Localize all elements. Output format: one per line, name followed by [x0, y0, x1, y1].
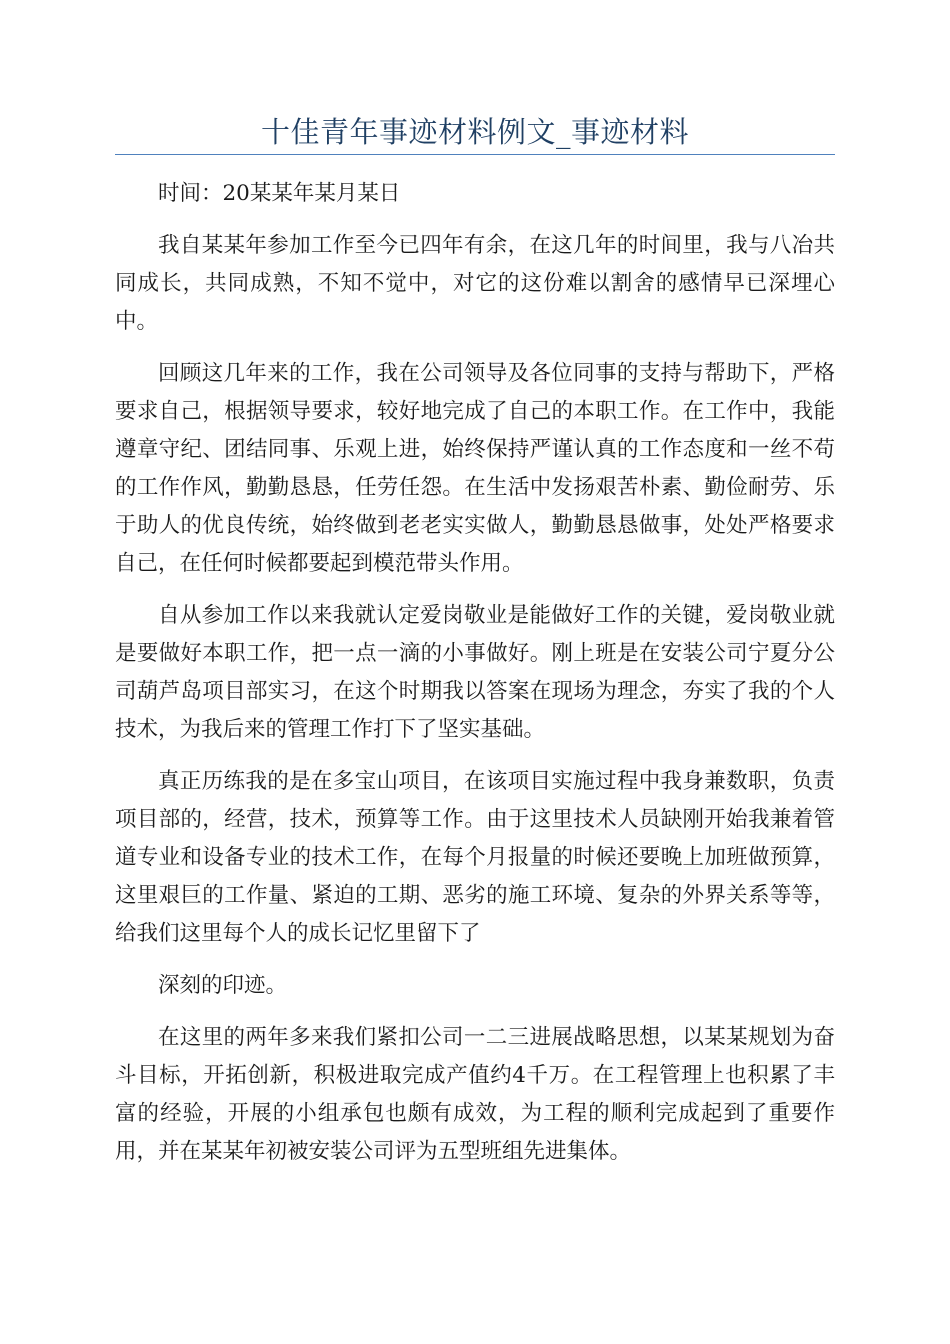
paragraph: 在这里的两年多来我们紧扣公司一二三进展战略思想，以某某规划为奋斗目标，开拓创新，积极进取完成产值约4千万。在工程管理上也积累了丰富的经验，开展的小组承包也颇有成效，为工程的顺利完成起到了重要作用，并在某某年初被安装公司评为五型班组先进集体。 [115, 1025, 835, 1164]
title-underline [115, 154, 835, 155]
paragraph: 深刻的印迹。 [158, 973, 288, 998]
paragraph: 回顾这几年来的工作，我在公司领导及各位同事的支持与帮助下，严格要求自己，根据领导要求，较好地完成了自己的本职工作。在工作中，我能遵章守纪、团结同事、乐观上进，始终保持严谨认真的工作态度和一丝不苟的工作作风，勤勤恳恳，任劳任怨。在生活中发扬艰苦朴素、勤俭耐劳、乐于助人的优良传统，始终做到老老实实做人，勤勤恳恳做事，处处严格要求自己，在任何时候都要起到模范带头作用。 [115, 361, 835, 576]
paragraph: 我自某某年参加工作至今已四年有余，在这几年的时间里，我与八冶共同成长，共同成熟，不知不觉中，对它的这份难以割舍的感情早已深埋心中。 [115, 233, 835, 334]
document-body [115, 175, 835, 1185]
paragraph: 自从参加工作以来我就认定爱岗敬业是能做好工作的关键，爱岗敬业就是要做好本职工作，把一点一滴的小事做好。刚上班是在安装公司宁夏分公司葫芦岛项目部实习，在这个时期我以答案在现场为理念，夯实了我的个人技术，为我后来的管理工作打下了坚实基础。 [115, 603, 835, 742]
paragraph: 真正历练我的是在多宝山项目，在该项目实施过程中我身兼数职，负责项目部的，经营，技术，预算等工作。由于这里技术人员缺刚开始我兼着管道专业和设备专业的技术工作，在每个月报量的时候还要晚上加班做预算，这里艰巨的工作量、紧迫的工期、恶劣的施工环境、复杂的外界关系等等，给我们这里每个人的成长记忆里留下了 [115, 769, 835, 946]
document-title: 十佳青年事迹材料例文_事迹材料 [260, 115, 689, 149]
paragraph-date: 时间：20某某年某月某日 [158, 181, 401, 206]
